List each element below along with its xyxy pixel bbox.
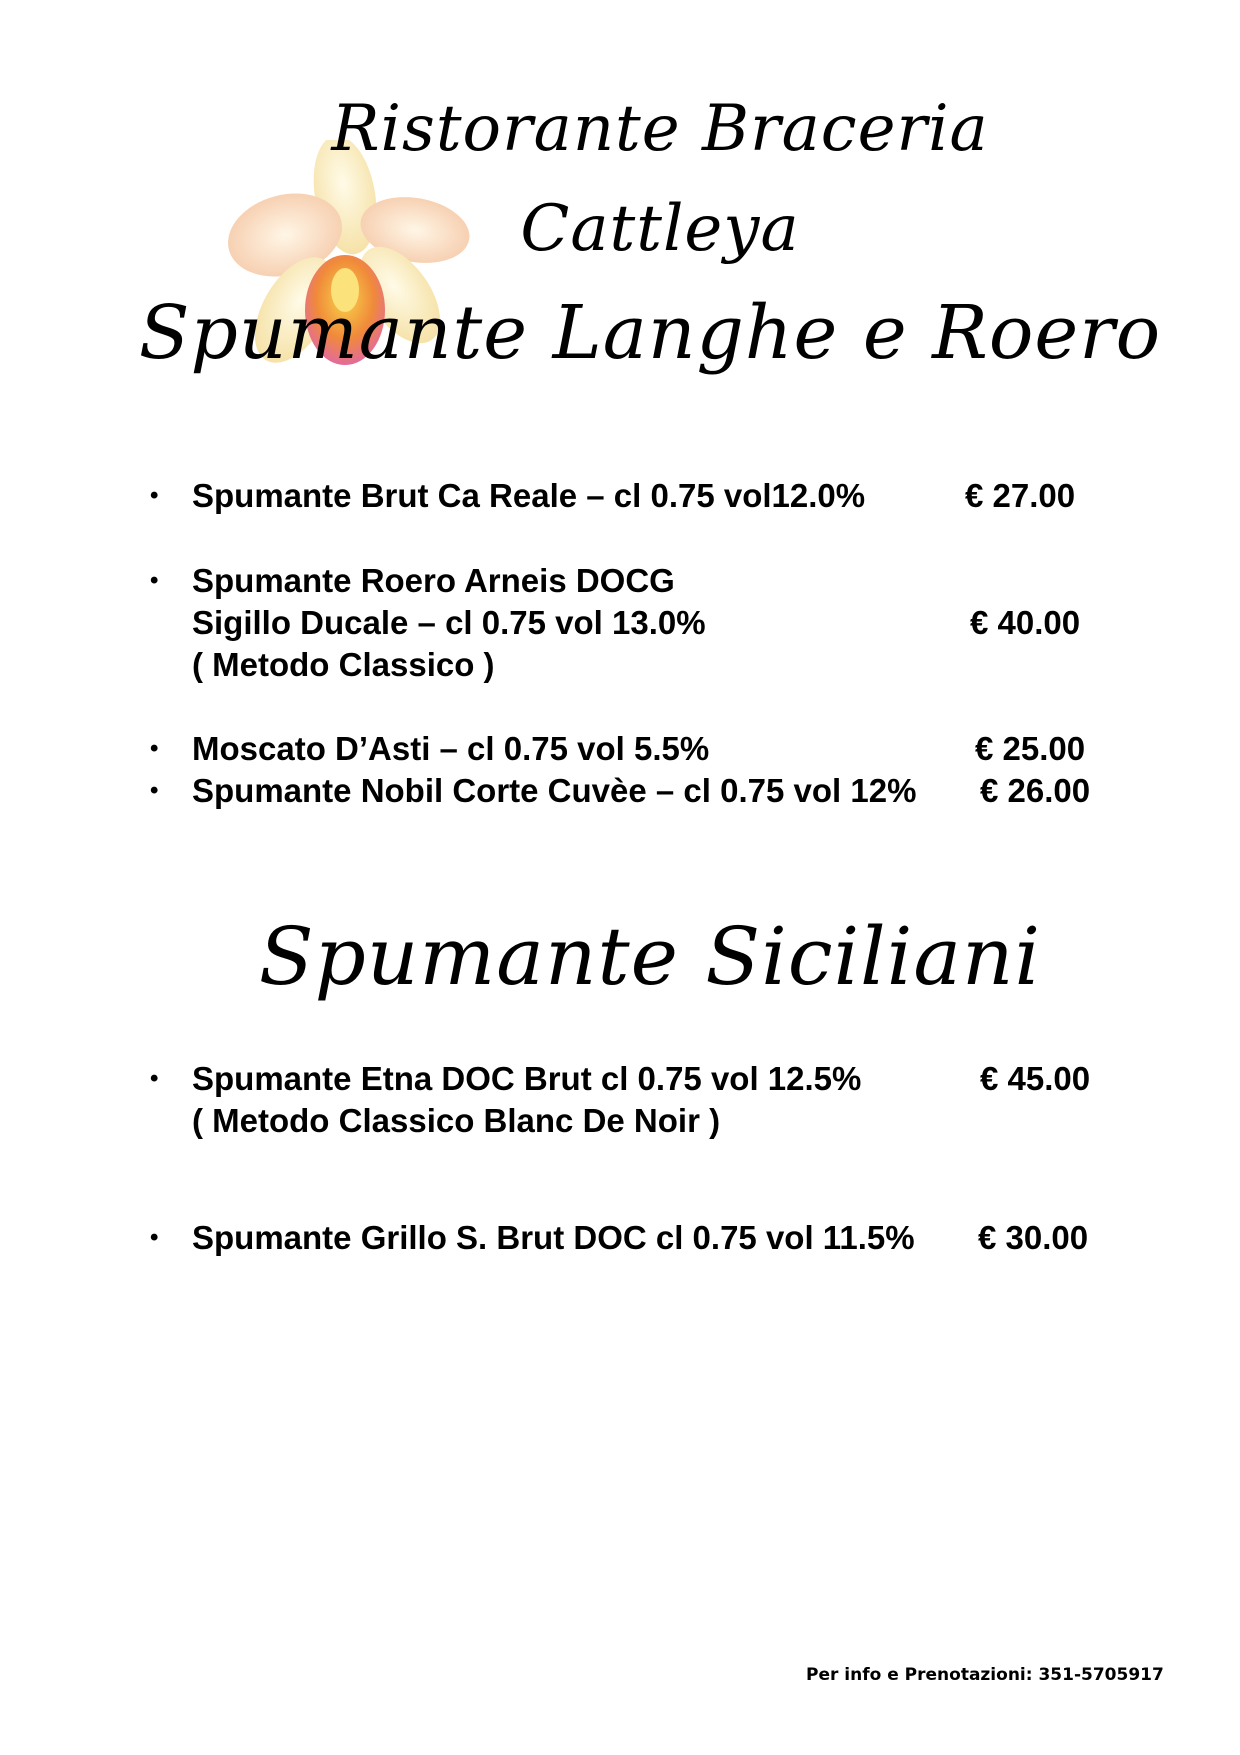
bullet-icon: • (150, 567, 159, 594)
item-price: € 26.00 (980, 772, 1091, 809)
item-price: € 40.00 (970, 604, 1081, 641)
bullet-icon: • (150, 777, 159, 804)
item-name: Spumante Brut Ca Reale – cl 0.75 vol12.0% (192, 477, 866, 514)
item-price: € 25.00 (975, 730, 1086, 767)
section-title-langhe: Spumante Langhe e Roero (138, 290, 1162, 376)
item-name: Moscato D’Asti – cl 0.75 vol 5.5% (192, 730, 710, 767)
item-name: Spumante Etna DOC Brut cl 0.75 vol 12.5% (192, 1060, 862, 1097)
item-price: € 45.00 (980, 1060, 1091, 1097)
restaurant-name: Ristorante Braceria (331, 92, 989, 166)
bullet-icon: • (150, 735, 159, 762)
item-name: Spumante Roero Arneis DOCG (192, 562, 675, 599)
item-name: Spumante Grillo S. Brut DOC cl 0.75 vol 11.5% (192, 1219, 915, 1256)
item-price: € 27.00 (965, 477, 1076, 514)
restaurant-subname: Cattleya (520, 192, 800, 266)
bullet-icon: • (150, 1224, 159, 1251)
item-detail: ( Metodo Classico ) (192, 646, 495, 683)
item-name: Spumante Nobil Corte Cuvèe – cl 0.75 vol 12% (192, 772, 917, 809)
item-detail: ( Metodo Classico Blanc De Noir ) (192, 1102, 721, 1139)
section-title-siciliani: Spumante Siciliani (258, 910, 1042, 1003)
item-price: € 30.00 (978, 1219, 1089, 1256)
bullet-icon: • (150, 482, 159, 509)
footer-contact: Per info e Prenotazioni: 351-5705917 (806, 1665, 1164, 1685)
bullet-icon: • (150, 1065, 159, 1092)
item-detail: Sigillo Ducale – cl 0.75 vol 13.0% (192, 604, 706, 641)
